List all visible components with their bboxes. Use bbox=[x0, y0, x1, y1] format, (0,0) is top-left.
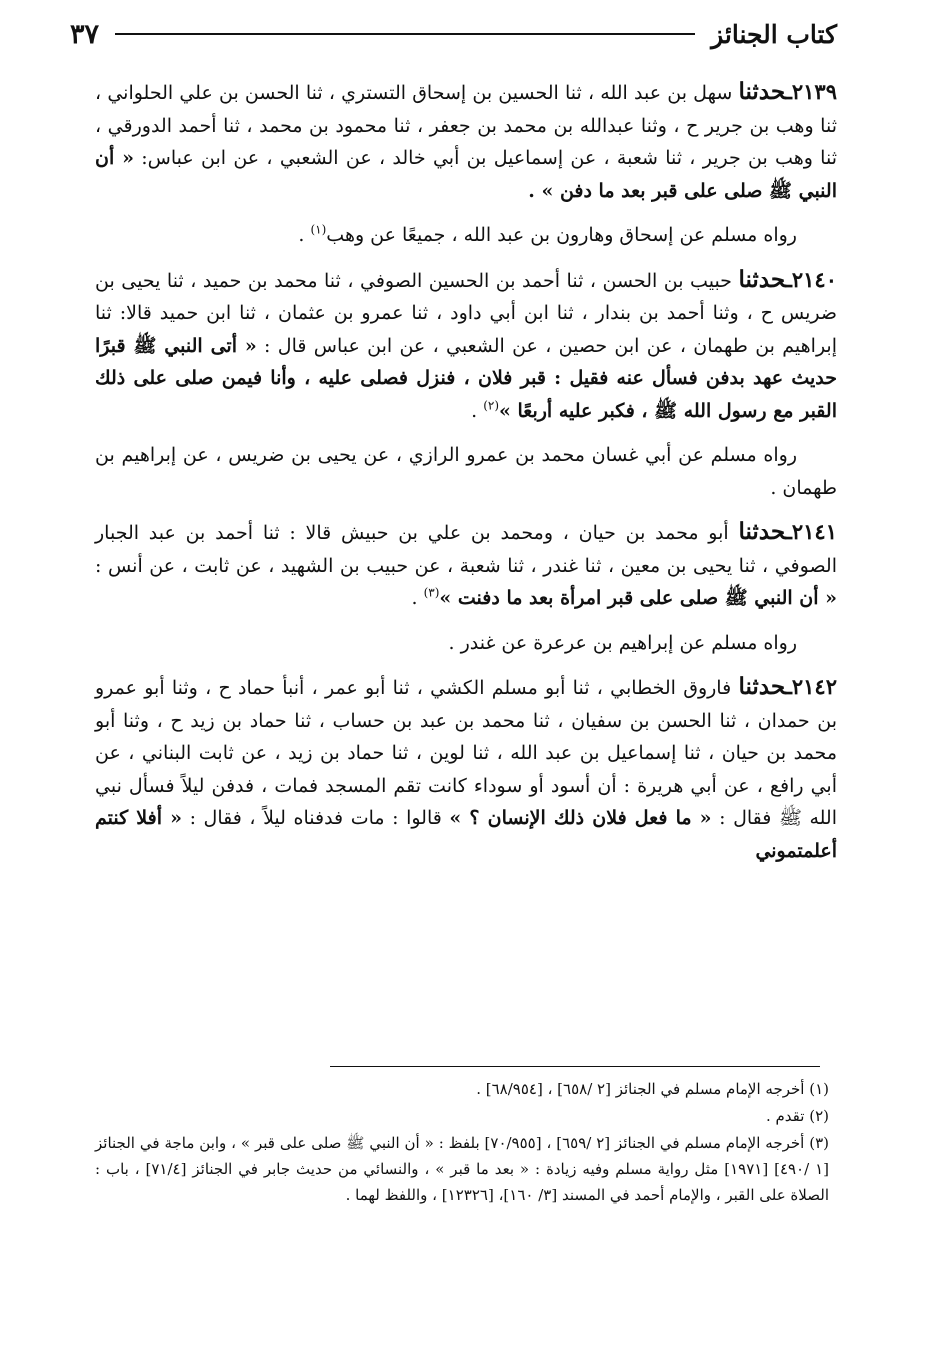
narration-2141 bbox=[95, 627, 837, 660]
footnote-3: (٣) أخرجه الإمام مسلم في الجنائز [٢ /٦٥٩] ، [٧٠/٩٥٥] بلفظ : « أن النبي ﷺ صلى على قبر » ، وابن ماجة في الجنائز [١ /٤٩٠] [١٩٧١] مثل رواية مسلم وفيه زيادة : « بعد ما قبر » ، والنسائي من حديث جابر في الجنائز [٧١/٤] ، باب : الصلاة على القبر ، والإمام أحمد في المسند [٣/ ١٦٠]، [١٢٣٢٦] ، واللفظ لهما . bbox=[95, 1134, 830, 1204]
hadith-number: ٢١٤٢ bbox=[791, 674, 837, 699]
footnotes bbox=[95, 1076, 829, 1209]
hadith-matn: « أن النبي ﷺ صلى على قبر بعد ما دفن » . bbox=[95, 147, 837, 202]
narration-2139: رواه مسلم عن إسحاق وهارون بن عبد الله ، جميعًا عن وهب$^{(١)}$ . bbox=[298, 222, 797, 246]
haddathana-keyword: حدثنا bbox=[738, 518, 786, 545]
hadith-matn: « ما فعل فلان ذلك الإنسان ؟ » bbox=[449, 807, 712, 829]
hadith-matn-continued: « أفلا كنتم أعلمتموني bbox=[95, 807, 837, 862]
footnote-ref: (٣) bbox=[423, 585, 440, 600]
hadith-isnad: أبو محمد بن حيان ، ومحمد بن علي بن حبيش قالا : ثنا أحمد بن عبد الجبار الصوفي ، ثنا يحيى بن معين ، ثنا غندر ، ثنا شعبة ، عن حبيب بن الشهيد ، عن ثابت ، عن أنس : bbox=[95, 522, 837, 577]
page-number: ٣٧ bbox=[70, 18, 100, 50]
footnote-separator bbox=[330, 1066, 820, 1067]
hadith-isnad: سهل بن عبد الله ، ثنا الحسين بن إسحاق التستري ، ثنا الحسن بن علي الحلواني ، ثنا وهب بن جرير ح ، وثنا عبدالله بن محمد بن جعفر ، ثنا محمود بن محمد ، ثنا أحمد الدورقي ، ثنا وهب بن جرير ، ثنا شعبة ، عن إسماعيل بن أبي خالد ، عن الشعبي ، عن ابن عباس: bbox=[95, 82, 837, 169]
haddathana-keyword: حدثنا bbox=[738, 78, 786, 105]
footnote-1: (١) أخرجه الإمام مسلم في الجنائز [٢ /٦٥٨] ، [٦٨/٩٥٤] . bbox=[476, 1080, 829, 1098]
narration-text: رواه مسلم عن أبي غسان محمد بن عمرو الرازي ، عن يحيى بن ضريس ، عن إبراهيم بن طهمان . bbox=[95, 444, 837, 499]
hadith-2140: ٢١٤٠ـحدثنا حبيب بن الحسن ، ثنا أحمد بن الحسين الصوفي ، ثنا محمد بن حميد ، ثنا يحيى بن ضريس ح ، وثنا أحمد بن بندار ، ثنا ابن أبي داود ، ثنا عمرو بن عثمان ، ثنا ابن حميد قالا: ثنا إبراهيم بن طهمان ، عن ابن حصين ، عن الشعبي ، عن ابن عباس قال : « أتى النبي ﷺ قبرًا حديث عهد بدفن فسأل عنه فقيل : قبر فلان ، فنزل فصلى عليه ، وأنا فيمن صلى على ذلك القبر مع رسول الله ﷺ ، فكبر عليه أربعًا »$^{(٢)}$ . bbox=[95, 265, 837, 422]
hadith-number: ٢١٤٠ bbox=[791, 266, 837, 292]
narration-text: رواه مسلم عن إسحاق وهارون بن عبد الله ، جميعًا عن وهب bbox=[326, 224, 797, 246]
narration-2140 bbox=[95, 439, 837, 504]
footnote-ref: (١) bbox=[310, 222, 327, 237]
hadith-2141: ٢١٤١ـحدثنا أبو محمد بن حيان ، ومحمد بن علي بن حبيش قالا : ثنا أحمد بن عبد الجبار الصوفي ، ثنا يحيى بن معين ، ثنا غندر ، ثنا شعبة ، عن حبيب بن الشهيد ، عن ثابت ، عن أنس : « أن النبي ﷺ صلى على قبر امرأة بعد ما دفنت »$^{(٣)}$ . bbox=[95, 518, 837, 609]
header-rule bbox=[115, 33, 695, 35]
hadith-isnad: حبيب بن الحسن ، ثنا أحمد بن الحسين الصوفي ، ثنا محمد بن حميد ، ثنا يحيى بن ضريس ح ، وثنا أحمد بن بندار ، ثنا ابن أبي داود ، ثنا عمرو بن عثمان ، ثنا ابن حميد قالا: ثنا إبراهيم بن طهمان ، عن ابن حصين ، عن الشعبي ، عن ابن عباس قال : bbox=[95, 269, 837, 357]
page-header bbox=[70, 14, 837, 54]
haddathana-keyword: حدثنا bbox=[738, 673, 786, 700]
hadith-isnad: فاروق الخطابي ، ثنا أبو مسلم الكشي ، ثنا أبو عمر ، أنبأ حماد ح ، وثنا أبو عمرو بن حمدان ، ثنا الحسن بن سفيان ، ثنا محمد بن عبد بن حساب ، ثنا حماد بن زيد ح ، وثنا أبو محمد بن حيان ، ثنا إسماعيل بن عبد الله ، ثنا لوين ، ثنا حماد بن زيد ، عن ثابت البناني ، عن أبي رافع ، عن أبي هريرة : أن أسود أو سوداء كانت تقم المسجد فمات ، فدفن ليلاً فسأل نبي الله ﷺ فقال : bbox=[95, 677, 838, 829]
hadith-isnad-continued: قالوا : مات فدفناه ليلاً ، فقال : bbox=[182, 807, 450, 829]
footnote-ref: (٢) bbox=[483, 398, 500, 413]
main-text bbox=[95, 76, 837, 879]
hadith-2142: ٢١٤٢ـحدثنا فاروق الخطابي ، ثنا أبو مسلم الكشي ، ثنا أبو عمر ، أنبأ حماد ح ، وثنا أبو عمرو بن حمدان ، ثنا الحسن بن سفيان ، ثنا محمد بن عبد بن حساب ، ثنا حماد بن زيد ح ، وثنا أبو محمد بن حيان ، ثنا إسماعيل بن عبد الله ، ثنا لوين ، ثنا حماد بن زيد ، عن ثابت البناني ، عن أبي رافع ، عن أبي هريرة : أن أسود أو سوداء كانت تقم المسجد فمات ، فدفن ليلاً فسأل نبي الله ﷺ فقال : « ما فعل فلان ذلك الإنسان ؟ » قالوا : مات فدفناه ليلاً ، فقال : « أفلا كنتم أعلمتموني bbox=[95, 673, 838, 862]
narration-text: رواه مسلم عن إبراهيم بن عرعرة عن غندر . bbox=[448, 631, 797, 654]
haddathana-keyword: حدثنا bbox=[738, 265, 786, 293]
footnote-2: (٢) تقدم . bbox=[765, 1107, 829, 1125]
hadith-2139: ٢١٣٩ـحدثنا سهل بن عبد الله ، ثنا الحسين بن إسحاق التستري ، ثنا الحسن بن علي الحلواني ، ثنا وهب بن جرير ح ، وثنا عبدالله بن محمد بن جعفر ، ثنا محمود بن محمد ، ثنا أحمد الدورقي ، ثنا وهب بن جرير ، ثنا شعبة ، عن إسماعيل بن أبي خالد ، عن الشعبي ، عن ابن عباس: « أن النبي ﷺ صلى على قبر بعد ما دفن » . bbox=[95, 78, 837, 202]
running-title: كتاب الجنائز bbox=[711, 19, 837, 49]
hadith-matn: « أتى النبي ﷺ قبرًا حديث عهد بدفن فسأل عنه فقيل : قبر فلان ، فنزل فصلى عليه ، وأنا فيمن صلى على ذلك القبر مع رسول الله ﷺ ، فكبر عليه أربعًا » bbox=[95, 334, 837, 422]
hadith-number: ٢١٤١ bbox=[791, 519, 837, 544]
hadith-matn: « أن النبي ﷺ صلى على قبر امرأة بعد ما دفنت » bbox=[439, 587, 837, 609]
hadith-number: ٢١٣٩ bbox=[791, 79, 837, 104]
